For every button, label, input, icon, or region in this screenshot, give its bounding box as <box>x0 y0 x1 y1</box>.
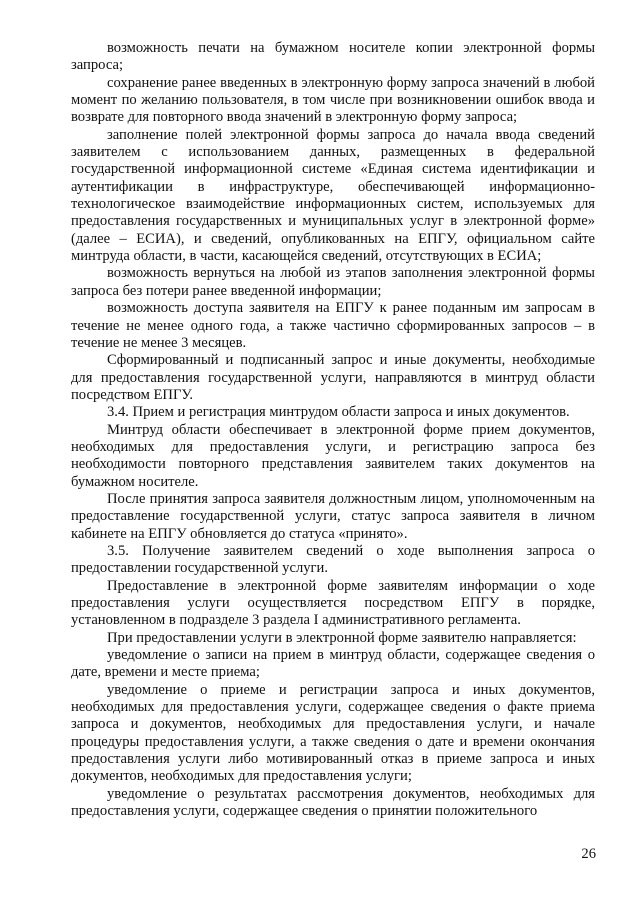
paragraph-save-values: сохранение ранее введенных в электронную форму запроса значений в любой момент по желанию пользователя, в том числе при возникновении ошибок ввода и возврате для повторного ввода значений в электронную форму запроса; <box>71 74 595 126</box>
paragraph-notifications-intro: При предоставлении услуги в электронной форме заявителю направляется: <box>107 629 577 646</box>
paragraph-registration-notice: уведомление о приеме и регистрации запроса и иных документов, необходимых для предоставления услуги, содержащее сведения о факте приема запроса и документов, необходимых для предоставления услуги, и начале процедуры предоставления услуги, а также сведения о дате и времени окончания предоставления услуги либо мотивированный отказ в приеме запроса и иных документов, необходимых для предоставления услуги; <box>71 681 595 785</box>
section-heading-3-5: 3.5. Получение заявителем сведений о ходе выполнения запроса о предоставлении государственной услуги. <box>71 542 595 577</box>
paragraph-results-notice: уведомление о результатах рассмотрения документов, необходимых для предоставления услуги, содержащее сведения о принятии положительного <box>71 785 595 820</box>
paragraph-electronic-intake: Минтруд области обеспечивает в электронной форме прием документов, необходимых для предоставления услуги, и регистрацию запроса без необходимости повторного представления заявителем таких документов на бумажном носителе. <box>71 421 595 490</box>
paragraph-return-to-step: возможность вернуться на любой из этапов заполнения электронной формы запроса без потери ранее введенной информации; <box>71 265 595 299</box>
paragraph-submission: Сформированный и подписанный запрос и иные документы, необходимые для предоставления государственной услуги, направляются в минтруд области посредством ЕПГУ. <box>71 352 595 403</box>
paragraph-status-update: После принятия запроса заявителя должностным лицом, уполномоченным на предоставление государственной услуги, статус запроса заявителя в личном кабинете на ЕПГУ обновляется до статуса «принято». <box>71 490 595 542</box>
document-body <box>71 40 595 820</box>
paragraph-appointment-notice: уведомление о записи на прием в минтруд области, содержащее сведения о дате, времени и месте приема; <box>71 647 595 681</box>
paragraph-access-requests: возможность доступа заявителя на ЕПГУ к ранее поданным им запросам в течение не менее одного года, а также частично сформированных запросов – в течение не менее 3 месяцев. <box>71 300 595 351</box>
page-number: 26 <box>581 846 596 862</box>
paragraph-esia-autofill: заполнение полей электронной формы запроса до начала ввода сведений заявителем с использованием данных, размещенных в федеральной государственной информационной системе «Единая система идентификации и аутентификации в инфраструктуре, обеспечивающей информационно-технологическое взаимодействие информационных систем, используемых для предоставления государственных и муниципальных услуг в электронной форме» (далее – ЕСИА), и сведений, опубликованных на ЕПГУ, официальном сайте минтруда области, в части, касающейся сведений, отсутствующих в ЕСИА; <box>71 126 595 265</box>
paragraph-progress-info: Предоставление в электронной форме заявителям информации о ходе предоставления услуги осуществляется посредством ЕПГУ в порядке, установленном в подразделе 3 раздела I административного регламента. <box>71 577 595 629</box>
paragraph-print-option: возможность печати на бумажном носителе копии электронной формы запроса; <box>71 40 595 74</box>
section-heading-3-4: 3.4. Прием и регистрация минтрудом области запроса и иных документов. <box>107 404 570 421</box>
